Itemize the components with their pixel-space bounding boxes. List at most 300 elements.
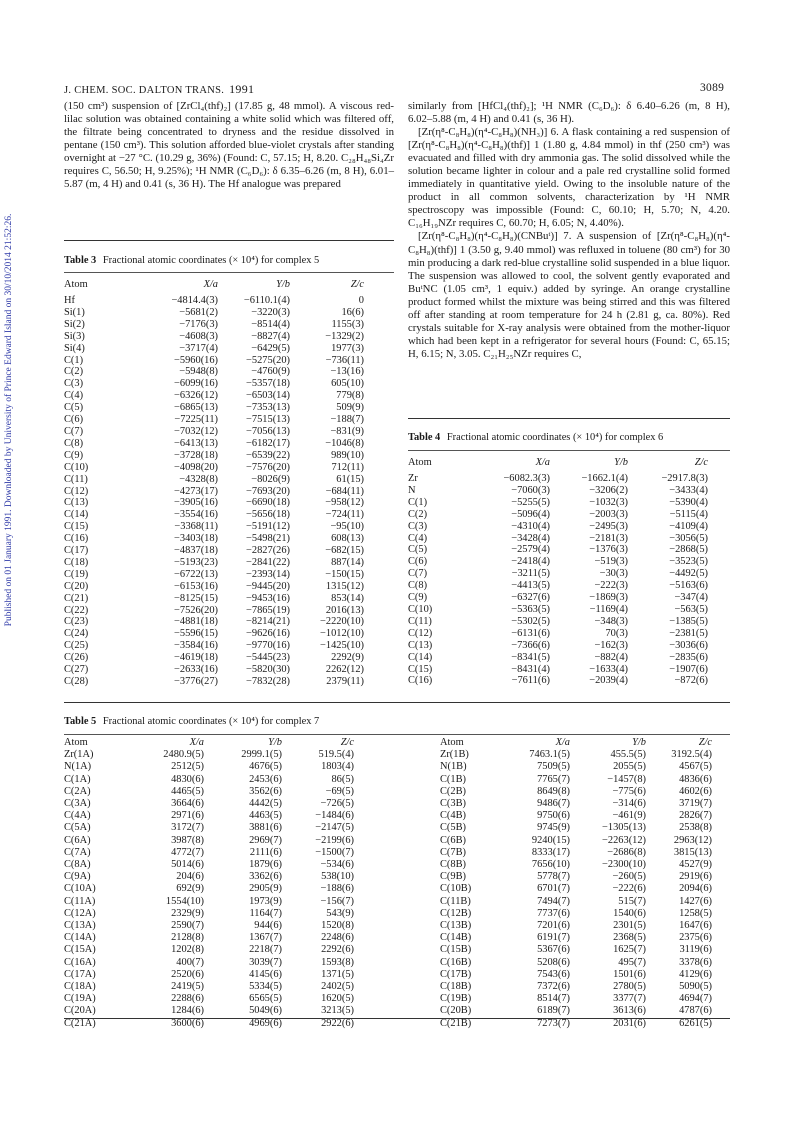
table5a-row [64, 786, 354, 798]
coordinate-cell: −8214(21) [246, 616, 290, 628]
atom-label: C(27) [64, 664, 89, 676]
table3-row [64, 402, 364, 414]
table4-row [408, 521, 708, 533]
coordinate-cell: 944(6) [254, 920, 282, 932]
atom-label: C(16) [64, 533, 89, 545]
atom-label: C(2) [64, 366, 84, 378]
atom-label: C(21) [64, 592, 89, 604]
atom-label: C(15A) [64, 944, 96, 956]
coordinate-cell: 1540(6) [613, 907, 646, 919]
atom-label: C(6A) [64, 834, 91, 846]
table5b-header-cell: X/a [555, 737, 570, 748]
coordinate-cell: −2181(3) [589, 532, 628, 544]
coordinate-cell: −8431(4) [511, 663, 550, 675]
coordinate-cell: −5302(5) [511, 615, 550, 627]
table3-row [64, 355, 364, 367]
table5-label: Table 5 [64, 716, 97, 727]
coordinate-cell: −5820(30) [246, 664, 290, 676]
coordinate-cell: 2826(7) [679, 810, 712, 822]
table4-row [408, 568, 708, 580]
coordinate-cell: −2393(14) [246, 568, 290, 580]
coordinate-cell: −2199(6) [315, 834, 354, 846]
coordinate-cell: −5445(23) [246, 652, 290, 664]
coordinate-cell: 2301(5) [613, 920, 646, 932]
coordinate-cell: −1385(5) [669, 615, 708, 627]
coordinate-cell: 5208(6) [537, 956, 570, 968]
table5a-row [64, 1005, 354, 1017]
atom-label: C(28) [64, 676, 89, 687]
coordinate-cell: −7832(28) [246, 676, 290, 687]
table5a-row [64, 798, 354, 810]
coordinate-cell: 2922(6) [321, 1017, 354, 1029]
coordinate-cell: 4602(6) [679, 785, 712, 797]
coordinate-cell: 4836(6) [679, 773, 712, 785]
atom-label: C(20) [64, 580, 89, 592]
atom-label: C(3) [408, 520, 428, 532]
coordinate-cell: 5090(5) [679, 981, 712, 993]
coordinate-cell: −1425(10) [320, 640, 364, 652]
coordinate-cell: 8333(17) [531, 846, 570, 858]
coordinate-cell: 608(13) [331, 533, 364, 545]
journal-name: J. CHEM. SOC. DALTON TRANS. [64, 85, 225, 96]
atom-label: C(21B) [440, 1017, 472, 1029]
atom-label: Hf [64, 295, 75, 306]
coordinate-cell: 519.5(4) [318, 749, 354, 761]
coordinate-cell: −9445(20) [246, 580, 290, 592]
coordinate-cell: −1169(4) [589, 603, 628, 615]
coordinate-cell: 6565(5) [249, 993, 282, 1005]
table3-row [64, 676, 364, 688]
coordinate-cell: −9770(16) [246, 640, 290, 652]
table4-label: Table 4 [408, 432, 441, 443]
coordinate-cell: 779(8) [336, 390, 364, 402]
coordinate-cell: 9745(9) [537, 822, 570, 834]
coordinate-cell: 4465(5) [171, 785, 204, 797]
table4-row [408, 628, 708, 640]
coordinate-cell: 3172(7) [171, 822, 204, 834]
atom-label: C(11B) [440, 895, 471, 907]
table5b-row [440, 749, 712, 761]
coordinate-cell: 2218(7) [249, 944, 282, 956]
coordinate-cell: 515(7) [618, 895, 646, 907]
coordinate-cell: 712(11) [331, 461, 364, 473]
atom-label: C(12) [408, 627, 433, 639]
table5-top-rule [64, 702, 730, 703]
coordinate-cell: −2495(3) [589, 520, 628, 532]
coordinate-cell: 3192.5(4) [671, 749, 712, 761]
atom-label: C(18A) [64, 981, 96, 993]
table5a-row [64, 932, 354, 944]
table5-caption [64, 716, 319, 727]
atom-label: C(1B) [440, 773, 466, 785]
atom-label: C(12B) [440, 907, 472, 919]
table4-header [408, 453, 708, 473]
page-number: 3089 [700, 82, 725, 94]
coordinate-cell: −1376(3) [589, 544, 628, 556]
table3-row [64, 378, 364, 390]
coordinate-cell: 4969(6) [249, 1017, 282, 1029]
coordinate-cell: −6110.1(4) [243, 295, 290, 306]
atom-label: C(9A) [64, 871, 91, 883]
coordinate-cell: −5948(8) [179, 366, 218, 378]
table3-row [64, 557, 364, 569]
atom-label: C(7B) [440, 846, 466, 858]
coordinate-cell: −5275(20) [246, 354, 290, 366]
coordinate-cell: −5681(2) [179, 306, 218, 318]
coordinate-cell: −4760(9) [251, 366, 290, 378]
coordinate-cell: −1305(13) [602, 822, 646, 834]
coordinate-cell: −5115(4) [669, 508, 708, 520]
coordinate-cell: −8341(5) [511, 651, 550, 663]
coordinate-cell: −4310(4) [511, 520, 550, 532]
coordinate-cell: −162(3) [594, 639, 628, 651]
coordinate-cell: 2919(6) [679, 871, 712, 883]
coordinate-cell: −3056(5) [669, 532, 708, 544]
coordinate-cell: −5357(18) [246, 378, 290, 390]
table5b-row [440, 822, 712, 834]
table4-caption [408, 432, 663, 443]
coordinate-cell: 4129(6) [679, 968, 712, 980]
coordinate-cell: −3584(16) [174, 640, 218, 652]
table5b-row [440, 920, 712, 932]
atom-label: Si(4) [64, 342, 85, 354]
coordinate-cell: −8827(4) [251, 330, 290, 342]
coordinate-cell: 1593(8) [321, 956, 354, 968]
atom-label: C(6B) [440, 834, 466, 846]
coordinate-cell: −9453(16) [246, 592, 290, 604]
table5a-row [64, 822, 354, 834]
atom-label: C(6) [64, 414, 84, 426]
atom-label: C(19) [64, 568, 89, 580]
atom-label: C(21A) [64, 1017, 96, 1029]
table5a-row [64, 957, 354, 969]
coordinate-cell: 7509(5) [537, 761, 570, 773]
table3-header-rule [64, 272, 394, 273]
atom-label: C(7A) [64, 846, 91, 858]
coordinate-cell: −7176(3) [179, 318, 218, 330]
table5a-row [64, 871, 354, 883]
coordinate-cell: −222(3) [594, 580, 628, 592]
table4-row [408, 509, 708, 521]
coordinate-cell: −2263(12) [602, 834, 646, 846]
coordinate-cell: −6865(13) [174, 402, 218, 414]
table3-row [64, 605, 364, 617]
coordinate-cell: 7494(7) [537, 895, 570, 907]
coordinate-cell: −2381(5) [669, 627, 708, 639]
coordinate-cell: 989(10) [331, 449, 364, 461]
coordinate-cell: 1202(8) [171, 944, 204, 956]
coordinate-cell: 2031(6) [613, 1017, 646, 1029]
atom-label: C(17) [64, 545, 89, 557]
table3-header-cell: Z/c [350, 279, 364, 290]
atom-label: C(17A) [64, 968, 96, 980]
table5b-row [440, 932, 712, 944]
table5a-header-cell: X/a [189, 737, 204, 748]
table5b-row [440, 859, 712, 871]
table3-row [64, 390, 364, 402]
coordinate-cell: −6429(5) [251, 342, 290, 354]
table5a-row [64, 810, 354, 822]
atom-label: C(3B) [440, 798, 466, 810]
coordinate-cell: 8514(7) [537, 993, 570, 1005]
coordinate-cell: 3613(6) [613, 1005, 646, 1017]
coordinate-cell: 1620(5) [321, 993, 354, 1005]
coordinate-cell: 2379(11) [326, 676, 364, 687]
coordinate-cell: 1977(3) [331, 342, 364, 354]
table3-row [64, 450, 364, 462]
coordinate-cell: 3377(7) [613, 993, 646, 1005]
atom-label: Zr [408, 473, 418, 484]
coordinate-cell: 3881(6) [249, 822, 282, 834]
coordinate-cell: 2590(7) [171, 920, 204, 932]
coordinate-cell: −1484(6) [315, 810, 354, 822]
atom-label: Si(3) [64, 330, 85, 342]
coordinate-cell: −1907(6) [669, 663, 708, 675]
coordinate-cell: 2262(12) [325, 664, 364, 676]
coordinate-cell: −6326(12) [174, 390, 218, 402]
coordinate-cell: 2402(5) [321, 981, 354, 993]
table3-row [64, 414, 364, 426]
atom-label: C(7) [408, 568, 428, 580]
coordinate-cell: −188(7) [330, 414, 364, 426]
coordinate-cell: −5255(5) [511, 496, 550, 508]
coordinate-cell: 8649(8) [537, 785, 570, 797]
coordinate-cell: −958(12) [325, 497, 364, 509]
coordinate-cell: 3362(6) [249, 871, 282, 883]
coordinate-cell: −2220(10) [320, 616, 364, 628]
atom-label: C(10A) [64, 883, 96, 895]
table4-row [408, 556, 708, 568]
coordinate-cell: 3719(7) [679, 798, 712, 810]
table5b-row [440, 957, 712, 969]
table4-row [408, 533, 708, 545]
table5b-row [440, 871, 712, 883]
table4-row [408, 580, 708, 592]
coordinate-cell: −3554(16) [174, 509, 218, 521]
atom-label: C(16A) [64, 956, 96, 968]
coordinate-cell: 6701(7) [537, 883, 570, 895]
coordinate-cell: −1869(3) [589, 592, 628, 604]
coordinate-cell: −5363(5) [511, 603, 550, 615]
table5-part-b [440, 737, 712, 1030]
coordinate-cell: 6189(7) [537, 1005, 570, 1017]
table5b-row [440, 896, 712, 908]
table3-row [64, 295, 364, 307]
coordinate-cell: −3905(16) [174, 497, 218, 509]
coordinate-cell: −7353(13) [246, 402, 290, 414]
coordinate-cell: 61(15) [336, 473, 364, 485]
coordinate-cell: −1633(4) [589, 663, 628, 675]
atom-label: C(17B) [440, 968, 472, 980]
atom-label: C(13) [408, 639, 433, 651]
left-paragraph: (150 cm³) suspension of [ZrCl₄(thf)₂] (17.85 g, 48 mmol). A viscous red-lilac solution was obtained containing a white solid which was filtered off, the filtrate being concentrated to dryness and the residue dissolved in pentane (150 cm³). This solution afforded blue-violet crystals after standing overnight at −27 °C. (10.29 g, 36%) (Found: C, 57.15; H, 8.20. C₂₈H₄₈Si₄Zr requires C, 56.50; H, 9.25%); ¹H NMR (C₆D₆): δ 6.35–6.26 (m, 8 H), 6.01–5.87 (m, 4 H) and 0.41 (s, 36 H). The Hf analogue was prepared [64, 100, 394, 191]
table3-header-cell: X/a [203, 279, 218, 290]
coordinate-cell: −3523(5) [669, 556, 708, 568]
coordinate-cell: −872(6) [674, 675, 708, 687]
coordinate-cell: −5960(16) [174, 354, 218, 366]
table5a-row [64, 944, 354, 956]
atom-label: C(8) [408, 580, 428, 592]
coordinate-cell: −3206(2) [589, 484, 628, 496]
coordinate-cell: −1046(8) [325, 437, 364, 449]
atom-label: C(1) [408, 496, 428, 508]
table5b-row [440, 981, 712, 993]
table3-header [64, 275, 364, 295]
table4-top-rule [408, 418, 730, 419]
atom-label: C(13) [64, 497, 89, 509]
coordinate-cell: 7372(6) [537, 981, 570, 993]
right-paragraph-1: similarly from [HfCl₄(thf)₂]; ¹H NMR (C₆D₆): δ 6.40–6.26 (m, 8 H), 6.02–5.88 (m, 4 H) and 0.41 (s, 36 H). [408, 100, 730, 126]
coordinate-cell: 1155(3) [331, 318, 364, 330]
table3-row [64, 474, 364, 486]
atom-label: C(2A) [64, 785, 91, 797]
coordinate-cell: 2969(7) [249, 834, 282, 846]
coordinate-cell: 2375(6) [679, 932, 712, 944]
coordinate-cell: 5778(7) [537, 871, 570, 883]
coordinate-cell: −7515(13) [246, 414, 290, 426]
coordinate-cell: 3213(5) [321, 1005, 354, 1017]
coordinate-cell: −3211(5) [511, 568, 550, 580]
coordinate-cell: −13(16) [330, 366, 364, 378]
coordinate-cell: 692(9) [176, 883, 204, 895]
atom-label: C(2B) [440, 785, 466, 797]
provenance-text: Published on 01 January 1991. Downloaded by University of Prince Edward Island on 30/10/2014 21:52:26. [4, 213, 14, 627]
coordinate-cell: −4492(5) [669, 568, 708, 580]
coordinate-cell: −30(3) [599, 568, 628, 580]
table5a-row [64, 896, 354, 908]
table5-header-rule [64, 734, 730, 735]
table4-caption-text: Fractional atomic coordinates (× 10⁴) for complex 6 [446, 432, 664, 443]
coordinate-cell: −3433(4) [669, 484, 708, 496]
table3-row [64, 593, 364, 605]
atom-label: C(11) [64, 473, 88, 485]
coordinate-cell: 7273(7) [537, 1017, 570, 1029]
coordinate-cell: 2971(6) [171, 810, 204, 822]
atom-label: C(9) [64, 449, 84, 461]
atom-label: C(6) [408, 556, 428, 568]
table3-row [64, 533, 364, 545]
coordinate-cell: 2512(5) [171, 761, 204, 773]
atom-label: C(5) [408, 544, 428, 556]
table5b-row [440, 810, 712, 822]
table5b-header-cell: Atom [440, 737, 464, 748]
table5-caption-text: Fractional atomic coordinates (× 10⁴) for complex 7 [102, 716, 320, 727]
table3-row [64, 438, 364, 450]
table5b-row [440, 969, 712, 981]
coordinate-cell: 9486(7) [537, 798, 570, 810]
coordinate-cell: −5656(18) [246, 509, 290, 521]
coordinate-cell: 4830(6) [171, 773, 204, 785]
atom-label: Zr(1A) [64, 749, 94, 761]
atom-label: C(9) [408, 592, 428, 604]
coordinate-cell: −4273(17) [174, 485, 218, 497]
coordinate-cell: 3119(6) [679, 944, 712, 956]
atom-label: C(11A) [64, 895, 96, 907]
atom-label: C(4B) [440, 810, 466, 822]
coordinate-cell: 1625(7) [613, 944, 646, 956]
coordinate-cell: −6539(22) [246, 449, 290, 461]
coordinate-cell: 7201(6) [537, 920, 570, 932]
atom-label: C(14A) [64, 932, 96, 944]
coordinate-cell: 2780(5) [613, 981, 646, 993]
table5a-header-cell: Atom [64, 737, 88, 748]
coordinate-cell: −1500(7) [315, 846, 354, 858]
atom-label: C(14) [64, 509, 89, 521]
coordinate-cell: −2917.8(3) [661, 473, 708, 484]
coordinate-cell: −2827(26) [246, 545, 290, 557]
table5b-row [440, 908, 712, 920]
coordinate-cell: 455.5(5) [610, 749, 646, 761]
coordinate-cell: 3600(6) [171, 1017, 204, 1029]
coordinate-cell: 2905(9) [249, 883, 282, 895]
atom-label: C(5A) [64, 822, 91, 834]
right-paragraph-2: [Zr(η⁸-C₈H₈)(η⁴-C₈H₈)(NH₃)] 6. A flask containing a red suspension of [Zr(η⁸-C₈H₈)(η⁴-C₈H₈)(thf)] 1 (1.80 g, 4.84 mmol) in thf (250 cm³) was evacuated and filled with dry ammonia gas. The solid dissolved while the solution became lighter in colour and a pale red crystalline solid formed immediately in quantitative yield. Owing to the insoluble nature of the product in all common solvents, characterization by ¹H NMR spectroscopy was impossible (Found: C, 60.10; H, 5.70; N, 4.20. C₁₆H₁₉NZr requires C, 60.70; H, 6.05; N, 4.40%). [408, 126, 730, 230]
table4-header-cell: Y/b [614, 457, 628, 468]
coordinate-cell: 4442(5) [249, 798, 282, 810]
coordinate-cell: −2633(16) [174, 664, 218, 676]
coordinate-cell: −6413(13) [174, 437, 218, 449]
atom-label: C(16B) [440, 956, 472, 968]
table3-row [64, 366, 364, 378]
table5a-row [64, 859, 354, 871]
coordinate-cell: −6082.3(3) [503, 473, 550, 484]
atom-label: Si(2) [64, 318, 85, 330]
coordinate-cell: −2147(5) [315, 822, 354, 834]
coordinate-cell: 1647(6) [679, 920, 712, 932]
coordinate-cell: 7463.1(5) [529, 749, 570, 761]
coordinate-cell: 4676(5) [249, 761, 282, 773]
table5-bottom-rule [64, 1018, 730, 1019]
atom-label: C(18) [64, 556, 89, 568]
coordinate-cell: 2963(12) [673, 834, 712, 846]
table5a-header-cell: Y/b [268, 737, 282, 748]
coordinate-cell: −4619(18) [174, 652, 218, 664]
table4-header-rule [408, 450, 730, 451]
coordinate-cell: 4772(7) [171, 846, 204, 858]
coordinate-cell: −831(9) [330, 425, 364, 437]
table3-row [64, 497, 364, 509]
coordinate-cell: −2300(10) [602, 859, 646, 871]
coordinate-cell: 9240(15) [531, 834, 570, 846]
table5a-row [64, 920, 354, 932]
table5b-header-cell: Y/b [632, 737, 646, 748]
table5a-row [64, 883, 354, 895]
table5a-row [64, 981, 354, 993]
table4 [408, 453, 708, 687]
coordinate-cell: −8026(9) [251, 473, 290, 485]
coordinate-cell: −563(5) [674, 603, 708, 615]
table5b-row [440, 993, 712, 1005]
table3-row [64, 319, 364, 331]
journal-year: 1991 [229, 82, 255, 96]
coordinate-cell: 2128(8) [171, 932, 204, 944]
coordinate-cell: −724(11) [325, 509, 364, 521]
table3-caption [64, 255, 319, 266]
coordinate-cell: 1371(5) [321, 968, 354, 980]
coordinate-cell: −3403(18) [174, 533, 218, 545]
table4-header-cell: Atom [408, 457, 432, 468]
atom-label: C(10) [408, 603, 433, 615]
table3-row [64, 664, 364, 676]
coordinate-cell: 1803(4) [321, 761, 354, 773]
atom-label: C(14B) [440, 932, 472, 944]
atom-label: C(10B) [440, 883, 472, 895]
table4-row [408, 604, 708, 616]
table4-row [408, 485, 708, 497]
coordinate-cell: 543(9) [326, 907, 354, 919]
coordinate-cell: −2579(4) [511, 544, 550, 556]
coordinate-cell: 2292(9) [331, 652, 364, 664]
